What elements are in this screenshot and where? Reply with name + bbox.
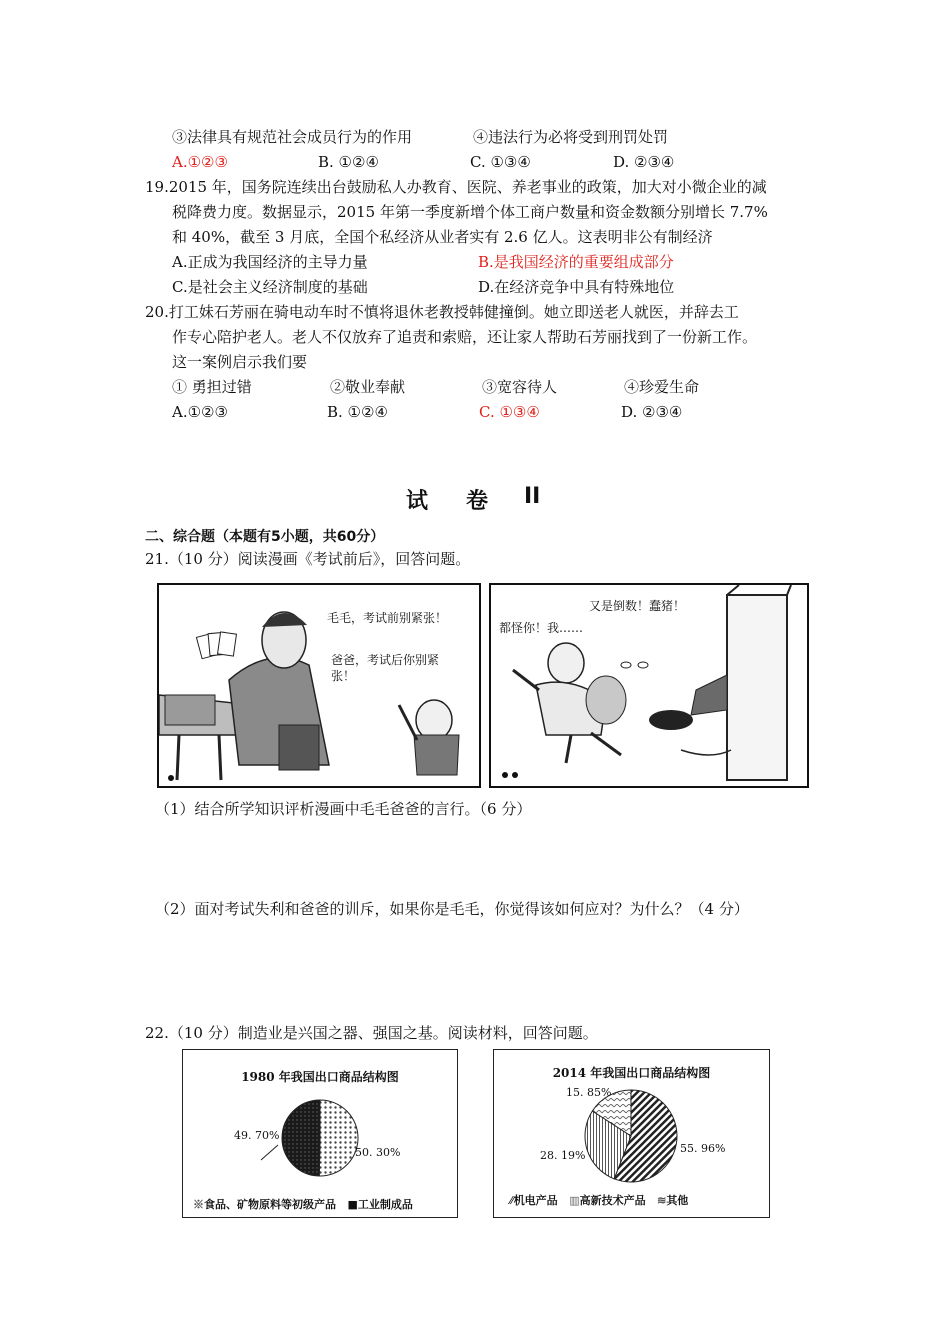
chart-2014-label-mech: 55. 96% [680, 1142, 726, 1155]
chart-1980-leader-line [261, 1145, 278, 1160]
pie-slice-0-0 [319, 1100, 358, 1176]
comic-panel-before [157, 583, 481, 788]
q19-option-c: C.是社会主义经济制度的基础 [172, 278, 368, 296]
chart-1980 [182, 1049, 458, 1218]
q20-choice-b: B. ①②④ [327, 403, 388, 421]
q21-stem: 21.（10 分）阅读漫画《考试前后》，回答问题。 [145, 550, 471, 568]
q21-subquestion-1: （1）结合所学知识评析漫画中毛毛爸爸的言行。（6 分） [155, 800, 532, 818]
q20-stem-line-1: 20.打工妹石芳丽在骑电动车时不慎将退休老教授韩健撞倒。她立即送老人就医，并辞去工 [145, 303, 739, 321]
section-heading: 二、综合题（本题有5小题，共60分） [145, 529, 385, 545]
bubble-father: 毛毛，考试前别紧张！ [327, 611, 448, 625]
q20-item-3: ③宽容待人 [482, 378, 558, 396]
q18-choice-d: D. ②③④ [613, 153, 675, 171]
q19-stem-line-3: 和 40%，截至 3 月底，全国个私经济从业者实有 2.6 亿人。这表明非公有制经济 [172, 228, 713, 246]
dots-swatch-icon: ※ [193, 1198, 204, 1211]
q19-option-a: A.正成为我国经济的主导力量 [172, 253, 368, 271]
diagonal-swatch-icon: ⁄⁄ [510, 1194, 514, 1207]
pie-slice-0-1 [282, 1100, 320, 1176]
zigzag-swatch-icon: ≋ [657, 1194, 667, 1207]
q20-stem-line-2: 作专心陪护老人。老人不仅放弃了追责和索赔，还让家人帮助石芳丽找到了一份新工作。 [172, 328, 758, 346]
bubble-child-line-1: 爸爸，考试后你别紧 [331, 653, 440, 667]
q20-item-1: ① 勇担过错 [172, 378, 252, 396]
q19-stem-line-1: 19.2015 年，国务院连续出台鼓励私人办教育、医院、养老事业的政策，加大对小微企业的减 [145, 178, 767, 196]
bubble-father-offscreen: 又是倒数！蠢猪！ [589, 599, 686, 613]
q18-option-4: ④违法行为必将受到刑罚处罚 [473, 128, 669, 146]
q21-subquestion-2: （2）面对考试失利和爸爸的训斥，如果你是毛毛，你觉得该如何应对？为什么？（4 分） [155, 900, 749, 918]
paper2-title-char-2: 卷 [466, 488, 489, 514]
solid-swatch-icon: ■ [347, 1198, 358, 1211]
q19-option-b: B.是我国经济的重要组成部分 [478, 253, 674, 271]
comic-after-drawing [491, 585, 807, 786]
chart-2014-label-other: 15. 85% [566, 1086, 612, 1099]
comic-panel-after [489, 583, 809, 788]
chart-1980-legend [193, 1196, 413, 1212]
q18-choice-a: A.①②③ [172, 153, 228, 171]
q19-option-d: D.在经济竞争中具有特殊地位 [478, 278, 675, 296]
paper2-title-roman: II [524, 484, 541, 509]
chart-2014 [493, 1049, 770, 1218]
q18-choice-b: B. ①②④ [318, 153, 379, 171]
paper2-title-char-1: 试 [406, 488, 429, 514]
chart-2014-label-hightech: 28. 19% [540, 1149, 586, 1162]
q18-option-3: ③法律具有规范社会成员行为的作用 [172, 128, 413, 146]
chart-1980-label-primary: 50. 30% [355, 1146, 401, 1159]
q20-choice-c: C. ①③④ [479, 403, 540, 421]
chart-1980-title: 1980 年我国出口商品结构图 [241, 1070, 399, 1084]
chart-1980-label-industrial: 49. 70% [234, 1129, 280, 1142]
vertical-swatch-icon: ▥ [569, 1194, 580, 1207]
chart-2014-legend-hightech: 高新技术产品 [579, 1194, 646, 1207]
q18-choice-c: C. ①③④ [470, 153, 531, 171]
q19-stem-line-2: 税降费力度。数据显示，2015 年第一季度新增个体工商户数量和资金数额分别增长 7.7% [172, 203, 768, 221]
q20-choice-a: A.①②③ [172, 403, 228, 421]
chart-2014-legend [510, 1192, 688, 1208]
chart-2014-legend-mech: 机电产品 [513, 1194, 558, 1207]
q22-stem: 22.（10 分）制造业是兴国之器、强国之基。阅读材料，回答问题。 [145, 1024, 598, 1042]
q20-item-4: ④珍爱生命 [624, 378, 700, 396]
q20-stem-line-3: 这一案例启示我们要 [172, 353, 308, 371]
chart-2014-legend-other: 其他 [666, 1194, 689, 1207]
chart-2014-title: 2014 年我国出口商品结构图 [552, 1066, 711, 1080]
bubble-child-line-2: 张！ [331, 669, 356, 683]
chart-1980-pie [183, 1050, 457, 1217]
chart-1980-legend-primary: 食品、矿物原料等初级产品 [204, 1198, 336, 1211]
chart-1980-legend-industrial: 工业制成品 [357, 1198, 413, 1211]
q20-choice-d: D. ②③④ [621, 403, 683, 421]
bubble-child: 都怪你！我…… [499, 621, 584, 635]
q20-item-2: ②敬业奉献 [330, 378, 406, 396]
